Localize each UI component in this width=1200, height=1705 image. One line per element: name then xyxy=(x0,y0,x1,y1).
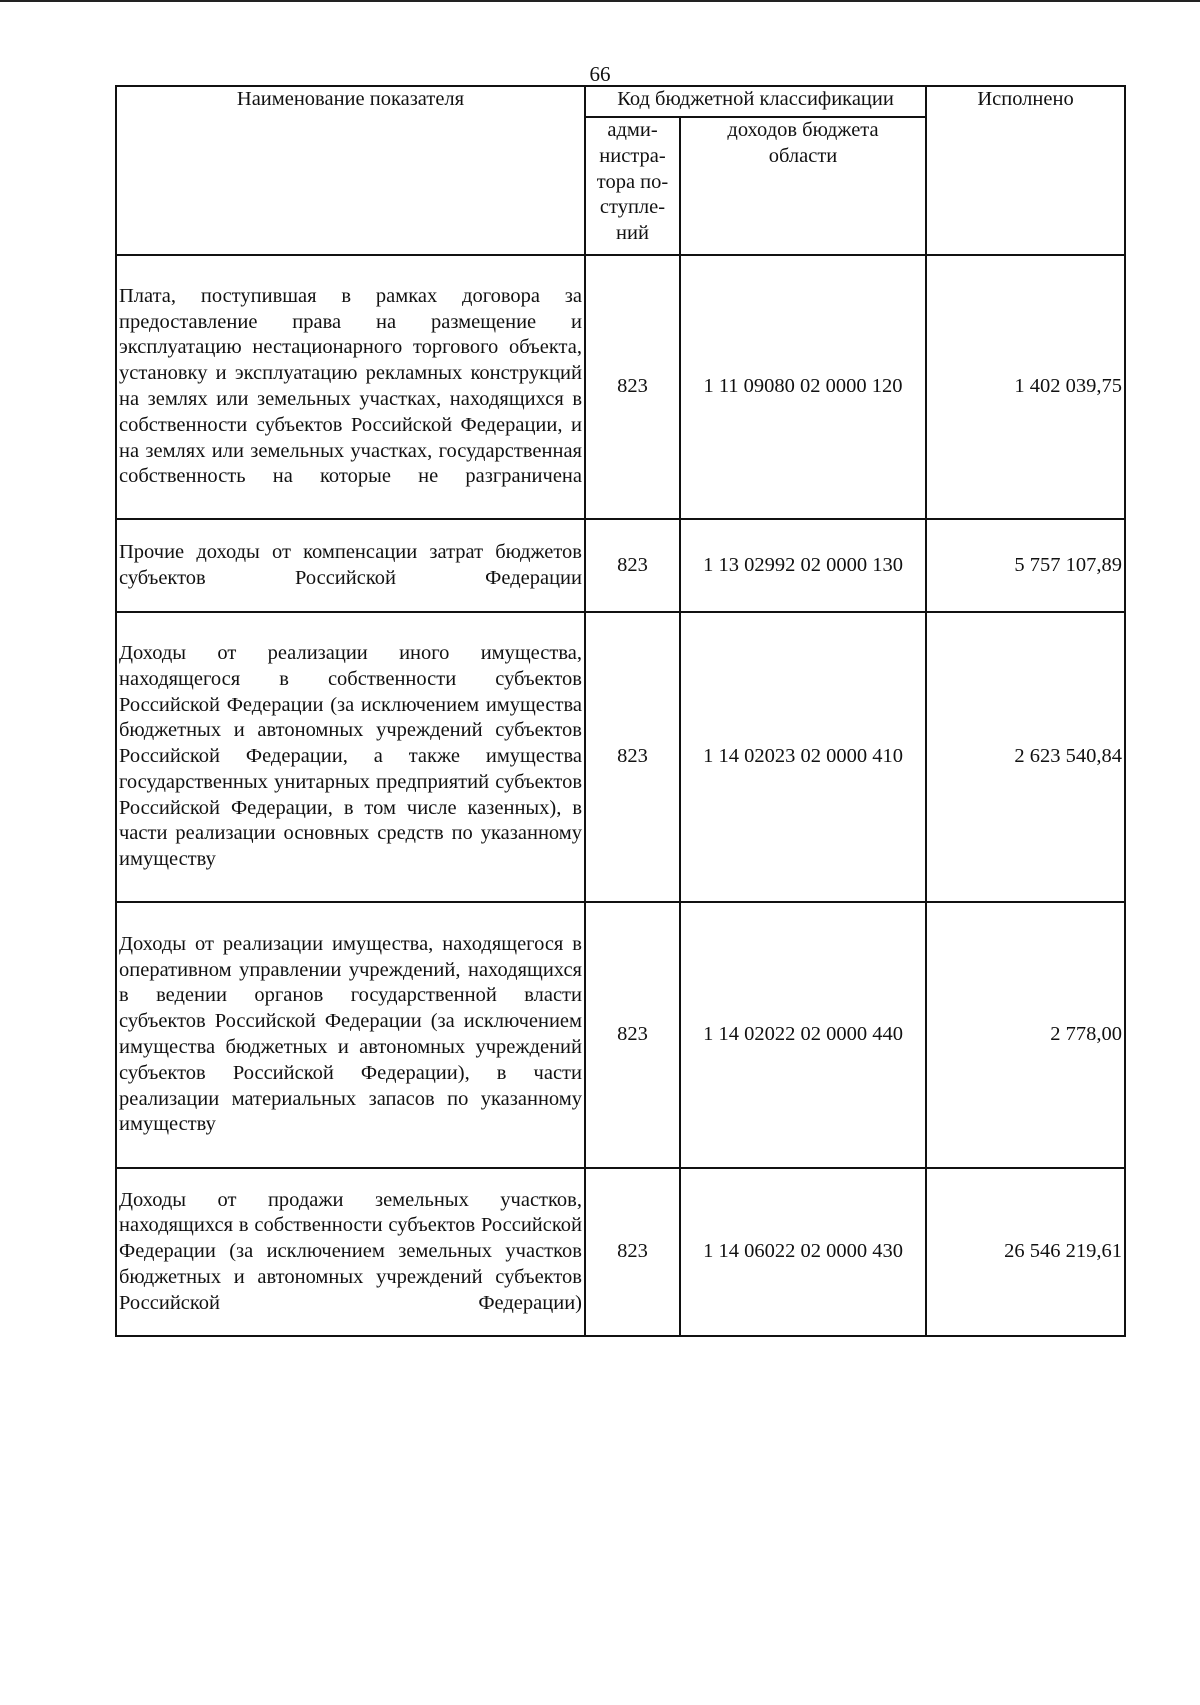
row-income-code: 1 11 09080 02 0000 120 xyxy=(680,255,926,519)
row-name: Плата, поступившая в рамках договора за предоставление права на размещение и эксплуатацию нестационарного торгового объекта, установку и эксплуатацию рекламных конструкций на землях или земельных участках, находящихся в собственности субъектов Российской Федерации, и на землях или земельных участках, государственная собственность на которые не разграничена xyxy=(116,255,585,519)
page-number: 66 xyxy=(589,62,611,86)
row-admin-code: 823 xyxy=(585,902,680,1168)
table-row xyxy=(116,519,1125,612)
row-amount: 26 546 219,61 xyxy=(926,1168,1125,1336)
table-row xyxy=(116,255,1125,519)
header-name: Наименование показателя xyxy=(116,86,585,255)
row-admin-code: 823 xyxy=(585,612,680,902)
row-income-code: 1 14 06022 02 0000 430 xyxy=(680,1168,926,1336)
row-admin-code: 823 xyxy=(585,1168,680,1336)
row-admin-code: 823 xyxy=(585,519,680,612)
row-income-code: 1 14 02022 02 0000 440 xyxy=(680,902,926,1168)
header-executed: Исполнено xyxy=(926,86,1125,255)
row-admin-code: 823 xyxy=(585,255,680,519)
row-amount: 1 402 039,75 xyxy=(926,255,1125,519)
row-name: Доходы от реализации иного имущества, находящегося в собственности субъектов Российской Федерации (за исключением имущества бюджетных и автономных учреждений субъектов Российской Федерации, а также имущества государственных унитарных предприятий субъектов Российской Федерации, в том числе казенных), в части реализации основных средств по указанному имуществу xyxy=(116,612,585,902)
budget-table xyxy=(115,85,1126,1337)
header-code-group: Код бюджетной классификации xyxy=(585,86,926,117)
table-row xyxy=(116,612,1125,902)
table-row xyxy=(116,902,1125,1168)
scan-top-edge xyxy=(0,0,1200,2)
row-income-code: 1 14 02023 02 0000 410 xyxy=(680,612,926,902)
header-income: доходов бюджета области xyxy=(680,117,926,255)
table-row xyxy=(116,1168,1125,1336)
row-amount: 2 778,00 xyxy=(926,902,1125,1168)
row-income-code: 1 13 02992 02 0000 130 xyxy=(680,519,926,612)
row-amount: 5 757 107,89 xyxy=(926,519,1125,612)
row-amount: 2 623 540,84 xyxy=(926,612,1125,902)
row-name: Прочие доходы от компенсации затрат бюджетов субъектов Российской Федерации xyxy=(116,519,585,612)
header-row-1 xyxy=(116,86,1125,117)
header-admin: адми- нистра- тора по- ступле- ний xyxy=(585,117,680,255)
row-name: Доходы от продажи земельных участков, находящихся в собственности субъектов Российской Федерации (за исключением земельных участков бюджетных и автономных учреждений субъектов Российской Федерации) xyxy=(116,1168,585,1336)
row-name: Доходы от реализации имущества, находящегося в оперативном управлении учреждений, находящихся в ведении органов государственной власти субъектов Российской Федерации (за исключением имущества бюджетных и автономных учреждений субъектов Российской Федерации), в части реализации материальных запасов по указанному имуществу xyxy=(116,902,585,1168)
